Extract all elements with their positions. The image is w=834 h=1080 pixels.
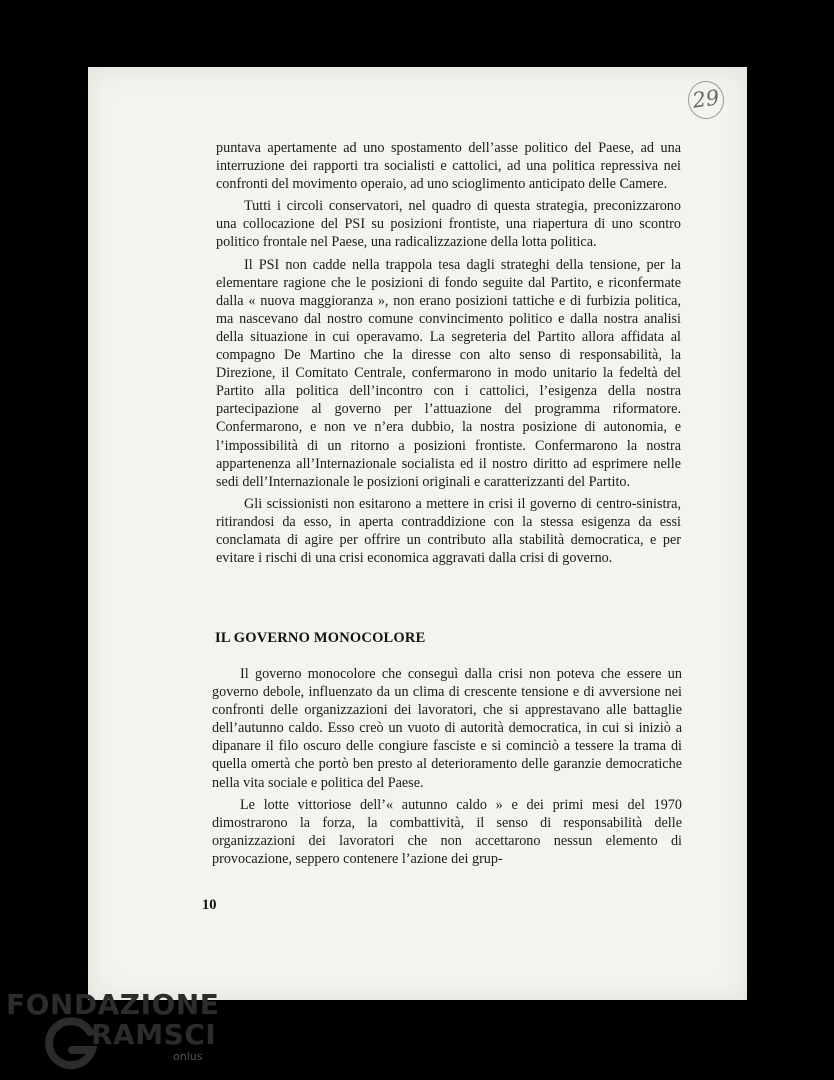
logo-line-1: FONDAZIONE	[6, 988, 220, 1021]
fondazione-gramsci-logo	[2, 988, 242, 1078]
paragraph: Il governo monocolore che conseguì dalla crisi non poteva che essere un governo debole, influenzato da un clima di crescente tensione e di avversione nei confronti delle organizzazioni dei lavoratori, che si apprestavano alle battaglie dell’autunno caldo. Esso creò un vuoto di autorità democratica, in cui si iniziò a dipanare il filo oscuro delle congiure fasciste e si cominciò a tessere la trama di quella omertà che portò ben presto al deterioramento delle garanzie democratiche nella vita sociale e politica del Paese.	[212, 666, 682, 791]
section-heading: IL GOVERNO MONOCOLORE	[215, 630, 426, 646]
paragraph: Gli scissionisti non esitarono a mettere in crisi il governo di centro-sinistra, ritirandosi da esso, in aperta contraddizione con la stessa esigenza da essi conclamata di agire per offrire un contributo alla stabilità democratica, e per evitare i rischi di una crisi economica aggravati dalla crisi di governo.	[216, 495, 681, 567]
page-number: 10	[202, 897, 217, 913]
paragraph: puntava apertamente ad uno spostamento dell’asse politico del Paese, ad una interruzione dei rapporti tra socialisti e cattolici, ad una politica repressiva nei confronti del movimento operaio, ad uno scioglimento anticipato delle Camere.	[216, 140, 681, 193]
text-block-top	[216, 139, 681, 571]
logo-g-icon	[42, 1016, 98, 1072]
paragraph: Tutti i circoli conservatori, nel quadro di questa strategia, preconizzarono una collocazione del PSI su posizioni frontiste, una riapertura di uno scontro politico frontale nel Paese, una radicalizzazione della lotta politica.	[216, 198, 681, 251]
logo-line-2: RAMSCI	[91, 1018, 217, 1051]
document-page	[88, 67, 747, 1000]
handwritten-folio-number: 29	[686, 79, 727, 122]
text-block-bottom	[212, 665, 682, 872]
paragraph: Il PSI non cadde nella trappola tesa dagli strateghi della tensione, per la elementare ragione che le posizioni di fondo seguite dal Partito, e riconfermate dalla « nuova maggioranza », non erano posizioni tattiche e di furbizia politica, ma nascevano dal nostro comune convincimento politico e dalla nostra analisi della situazione in cui operavamo. La segreteria del Partito allora affidata al compagno De Martino che la diresse con alto senso di responsabilità, la Direzione, il Comitato Centrale, confermarono in modo unitario la fedeltà del Partito alla politica dell’incontro con i cattolici, l’esigenza della nostra partecipazione al governo per l’attuazione del programma riformatore. Confermarono, e non ve n’era dubbio, la nostra posizione di autonomia, e l’impossibilità di un ritorno a posizioni frontiste. Confermarono la nostra appartenenza all’Internazionale socialista ed il nostro diritto ad esprimere nelle sedi dell’Internazionale le posizioni originali e caratterizzanti del Partito.	[216, 256, 681, 490]
logo-subtitle: onlus	[173, 1050, 203, 1063]
paragraph: Le lotte vittoriose dell’« autunno caldo » e dei primi mesi del 1970 dimostrarono la forza, la combattività, il senso di responsabilità delle organizzazioni dei lavoratori che non accettarono nessun elemento di provocazione, seppero contenere l’azione dei grup-	[212, 796, 682, 867]
